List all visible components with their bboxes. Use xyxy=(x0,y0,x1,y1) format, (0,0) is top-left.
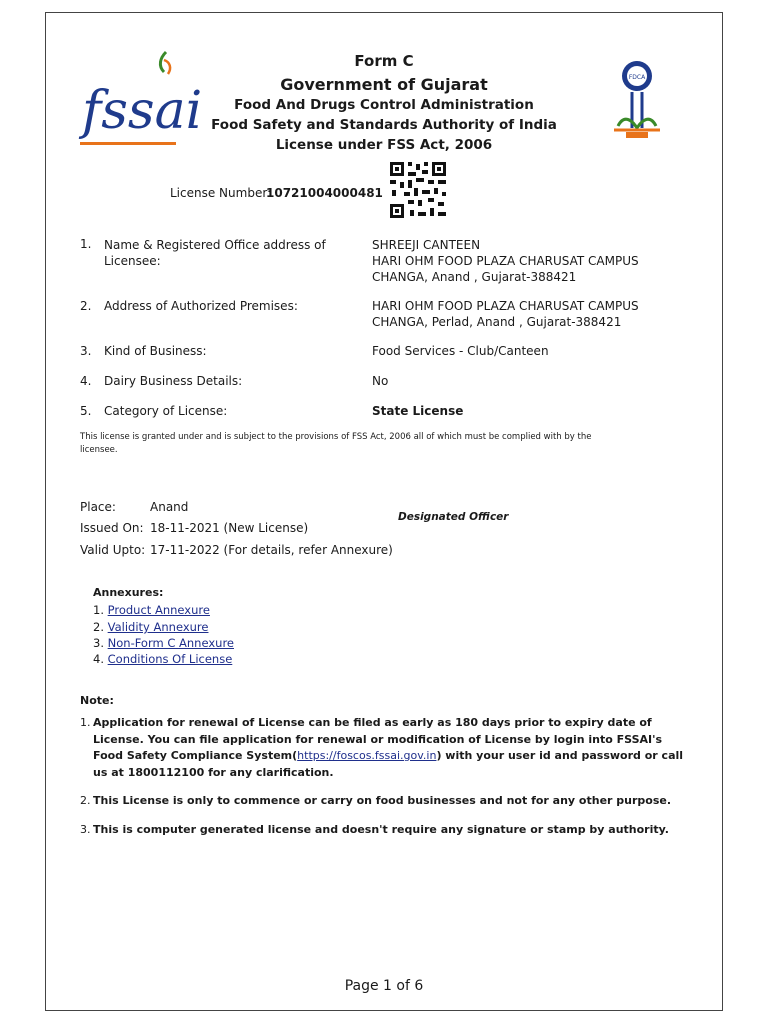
valid-label: Valid Upto: xyxy=(80,543,146,557)
svg-text:fssai: fssai xyxy=(82,81,203,141)
foscos-link[interactable]: https://foscos.fssai.gov.in xyxy=(297,749,437,762)
item-value-line: Food Services - Club/Canteen xyxy=(372,344,549,358)
item-number: 3. xyxy=(80,344,92,358)
item-number: 2. xyxy=(80,299,92,313)
annexure-item xyxy=(93,620,208,634)
item-number: 5. xyxy=(80,404,92,418)
act-title: License under FSS Act, 2006 xyxy=(275,137,493,153)
note-item-3 xyxy=(80,822,690,839)
issued-label: Issued On: xyxy=(80,521,144,535)
note-number: 3. xyxy=(80,823,91,836)
item-value-line: SHREEJI CANTEEN xyxy=(372,238,481,252)
issued-value: 18-11-2021 (New License) xyxy=(150,521,309,535)
qr-code xyxy=(388,160,448,220)
annexure-item xyxy=(93,603,210,617)
note-item-2 xyxy=(80,793,690,810)
item-value-line: CHANGA, Perlad, Anand , Gujarat-388421 xyxy=(372,315,622,329)
non-form-c-annexure-link[interactable]: Non-Form C Annexure xyxy=(107,636,234,650)
note-text: ) with your user id and password or call us at 1800112100 for any clarification. xyxy=(93,749,684,779)
note-text: This License is only to commence or carry on food businesses and not for any other purpose. xyxy=(93,794,672,807)
annexure-number: 3. xyxy=(93,636,104,650)
annexure-number: 1. xyxy=(93,603,104,617)
annexure-item xyxy=(93,652,232,666)
item-number: 4. xyxy=(80,374,92,388)
product-annexure-link[interactable]: Product Annexure xyxy=(107,603,210,617)
item-label-business-kind: Kind of Business: xyxy=(104,344,207,358)
form-title: Form C xyxy=(354,52,414,70)
item-label-category: Category of License: xyxy=(104,404,228,418)
conditions-of-license-link[interactable]: Conditions Of License xyxy=(107,652,233,666)
page-number: Page 1 of 6 xyxy=(344,978,424,994)
item-label-dairy: Dairy Business Details: xyxy=(104,374,243,388)
annexure-number: 2. xyxy=(93,620,104,634)
item-value-line: CHANGA, Anand , Gujarat-388421 xyxy=(372,270,577,284)
svg-text:FDCA: FDCA xyxy=(628,74,646,81)
annexure-number: 4. xyxy=(93,652,104,666)
document-page xyxy=(45,12,723,1011)
valid-value: 17-11-2022 (For details, refer Annexure) xyxy=(150,543,393,557)
place-label: Place: xyxy=(80,500,116,514)
disclaimer-text: This license is granted under and is subject to the provisions of FSS Act, 2006 all of which must be complied with by the licensee. xyxy=(80,432,592,455)
note-number: 2. xyxy=(80,794,91,807)
designated-officer: Designated Officer xyxy=(398,511,509,523)
authority-title: Food Safety and Standards Authority of India xyxy=(211,117,557,133)
note-text: This is computer generated license and doesn't require any signature or stamp by authority. xyxy=(93,823,669,836)
item-value-line: HARI OHM FOOD PLAZA CHARUSAT CAMPUS xyxy=(372,254,639,268)
item-value-line: HARI OHM FOOD PLAZA CHARUSAT CAMPUS xyxy=(372,299,639,313)
item-label-premises: Address of Authorized Premises: xyxy=(104,299,298,313)
department-title: Food And Drugs Control Administration xyxy=(234,97,534,113)
note-number: 1. xyxy=(80,716,91,729)
annexure-item xyxy=(93,636,234,650)
item-label-licensee: Name & Registered Office address of Licensee: xyxy=(104,238,326,268)
item-number: 1. xyxy=(80,237,92,251)
annexures-title: Annexures: xyxy=(93,586,164,599)
validity-annexure-link[interactable]: Validity Annexure xyxy=(107,620,209,634)
item-value-line: State License xyxy=(372,404,464,418)
license-number-label: License Number: xyxy=(170,186,272,200)
place-value: Anand xyxy=(150,500,189,514)
license-number-value: 10721004000481 xyxy=(266,186,383,200)
note-text: Application for renewal of License can be filed as early as 180 days prior to expiry date of License. You can file application for renewal or modification of License by login into FSSAI's Food Safety Compliance System( xyxy=(93,716,663,762)
note-title: Note: xyxy=(80,694,114,707)
item-value-line: No xyxy=(372,374,389,388)
government-title: Government of Gujarat xyxy=(280,75,488,94)
note-item-1 xyxy=(80,715,690,781)
